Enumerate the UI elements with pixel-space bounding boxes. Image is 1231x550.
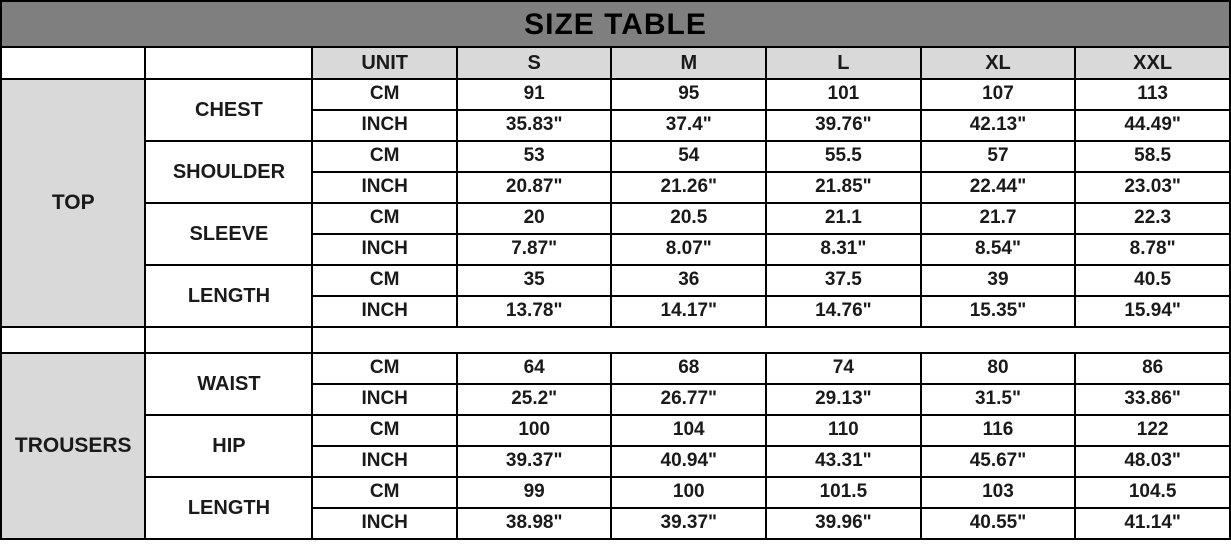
- measurement-label-length-top: LENGTH: [145, 265, 312, 327]
- value-cell: 38.98": [457, 508, 612, 539]
- value-cell: 8.78": [1075, 234, 1230, 265]
- value-cell: 37.5: [766, 265, 921, 296]
- header-row: [1, 47, 1230, 79]
- header-blank-part: [145, 47, 312, 79]
- value-cell: 41.14": [1075, 508, 1230, 539]
- unit-inch: INCH: [312, 384, 456, 415]
- value-cell: 40.5: [1075, 265, 1230, 296]
- value-cell: 57: [921, 141, 1076, 172]
- value-cell: 21.85": [766, 172, 921, 203]
- value-cell: 8.31": [766, 234, 921, 265]
- measurement-label-length-trousers: LENGTH: [145, 477, 312, 539]
- value-cell: 31.5": [921, 384, 1076, 415]
- value-cell: 58.5: [1075, 141, 1230, 172]
- unit-inch: INCH: [312, 110, 456, 141]
- value-cell: 116: [921, 415, 1076, 446]
- section-group-trousers: TROUSERS: [1, 353, 145, 539]
- value-cell: 45.67": [921, 446, 1076, 477]
- unit-cm: CM: [312, 353, 456, 384]
- header-size-m: M: [611, 47, 766, 79]
- value-cell: 42.13": [921, 110, 1076, 141]
- table-row: [1, 203, 1230, 234]
- value-cell: 68: [611, 353, 766, 384]
- table-row: [1, 79, 1230, 110]
- value-cell: 29.13": [766, 384, 921, 415]
- value-cell: 35: [457, 265, 612, 296]
- measurement-label-sleeve: SLEEVE: [145, 203, 312, 265]
- unit-cm: CM: [312, 79, 456, 110]
- unit-cm: CM: [312, 477, 456, 508]
- section-spacer-row: [1, 327, 1230, 353]
- value-cell: 26.77": [611, 384, 766, 415]
- value-cell: 21.7: [921, 203, 1076, 234]
- unit-cm: CM: [312, 203, 456, 234]
- value-cell: 40.55": [921, 508, 1076, 539]
- value-cell: 104.5: [1075, 477, 1230, 508]
- header-size-xl: XL: [921, 47, 1076, 79]
- section-group-top: TOP: [1, 79, 145, 327]
- measurement-label-chest: CHEST: [145, 79, 312, 141]
- value-cell: 8.07": [611, 234, 766, 265]
- value-cell: 43.31": [766, 446, 921, 477]
- value-cell: 25.2": [457, 384, 612, 415]
- value-cell: 101: [766, 79, 921, 110]
- value-cell: 53: [457, 141, 612, 172]
- page-title: SIZE TABLE: [1, 1, 1230, 47]
- header-size-xxl: XXL: [1075, 47, 1230, 79]
- value-cell: 33.86": [1075, 384, 1230, 415]
- value-cell: 99: [457, 477, 612, 508]
- value-cell: 14.17": [611, 296, 766, 327]
- table-row: [1, 265, 1230, 296]
- table-row: [1, 353, 1230, 384]
- value-cell: 104: [611, 415, 766, 446]
- unit-inch: INCH: [312, 508, 456, 539]
- value-cell: 13.78": [457, 296, 612, 327]
- header-blank-group: [1, 47, 145, 79]
- value-cell: 15.35": [921, 296, 1076, 327]
- value-cell: 39.96": [766, 508, 921, 539]
- table-row: [1, 141, 1230, 172]
- value-cell: 39.37": [611, 508, 766, 539]
- value-cell: 64: [457, 353, 612, 384]
- spacer-cell: [1, 327, 145, 353]
- unit-inch: INCH: [312, 446, 456, 477]
- value-cell: 14.76": [766, 296, 921, 327]
- value-cell: 40.94": [611, 446, 766, 477]
- value-cell: 20.87": [457, 172, 612, 203]
- value-cell: 80: [921, 353, 1076, 384]
- spacer-cell: [312, 327, 1230, 353]
- unit-inch: INCH: [312, 296, 456, 327]
- value-cell: 22.3: [1075, 203, 1230, 234]
- value-cell: 36: [611, 265, 766, 296]
- value-cell: 37.4": [611, 110, 766, 141]
- value-cell: 95: [611, 79, 766, 110]
- value-cell: 20.5: [611, 203, 766, 234]
- value-cell: 20: [457, 203, 612, 234]
- unit-cm: CM: [312, 141, 456, 172]
- value-cell: 110: [766, 415, 921, 446]
- unit-inch: INCH: [312, 172, 456, 203]
- size-table-body: [1, 1, 1230, 539]
- measurement-label-hip: HIP: [145, 415, 312, 477]
- value-cell: 7.87": [457, 234, 612, 265]
- table-row: [1, 477, 1230, 508]
- header-size-s: S: [457, 47, 612, 79]
- value-cell: 39: [921, 265, 1076, 296]
- measurement-label-shoulder: SHOULDER: [145, 141, 312, 203]
- value-cell: 55.5: [766, 141, 921, 172]
- value-cell: 100: [611, 477, 766, 508]
- value-cell: 86: [1075, 353, 1230, 384]
- header-unit: UNIT: [312, 47, 456, 79]
- value-cell: 103: [921, 477, 1076, 508]
- value-cell: 54: [611, 141, 766, 172]
- header-size-l: L: [766, 47, 921, 79]
- value-cell: 48.03": [1075, 446, 1230, 477]
- value-cell: 39.76": [766, 110, 921, 141]
- value-cell: 91: [457, 79, 612, 110]
- measurement-label-waist: WAIST: [145, 353, 312, 415]
- value-cell: 23.03": [1075, 172, 1230, 203]
- unit-cm: CM: [312, 415, 456, 446]
- value-cell: 74: [766, 353, 921, 384]
- value-cell: 100: [457, 415, 612, 446]
- value-cell: 8.54": [921, 234, 1076, 265]
- value-cell: 113: [1075, 79, 1230, 110]
- value-cell: 122: [1075, 415, 1230, 446]
- value-cell: 21.1: [766, 203, 921, 234]
- value-cell: 22.44": [921, 172, 1076, 203]
- unit-cm: CM: [312, 265, 456, 296]
- value-cell: 15.94": [1075, 296, 1230, 327]
- title-row: [1, 1, 1230, 47]
- value-cell: 21.26": [611, 172, 766, 203]
- value-cell: 39.37": [457, 446, 612, 477]
- value-cell: 101.5: [766, 477, 921, 508]
- table-row: [1, 415, 1230, 446]
- value-cell: 35.83": [457, 110, 612, 141]
- value-cell: 44.49": [1075, 110, 1230, 141]
- value-cell: 107: [921, 79, 1076, 110]
- spacer-cell: [145, 327, 312, 353]
- unit-inch: INCH: [312, 234, 456, 265]
